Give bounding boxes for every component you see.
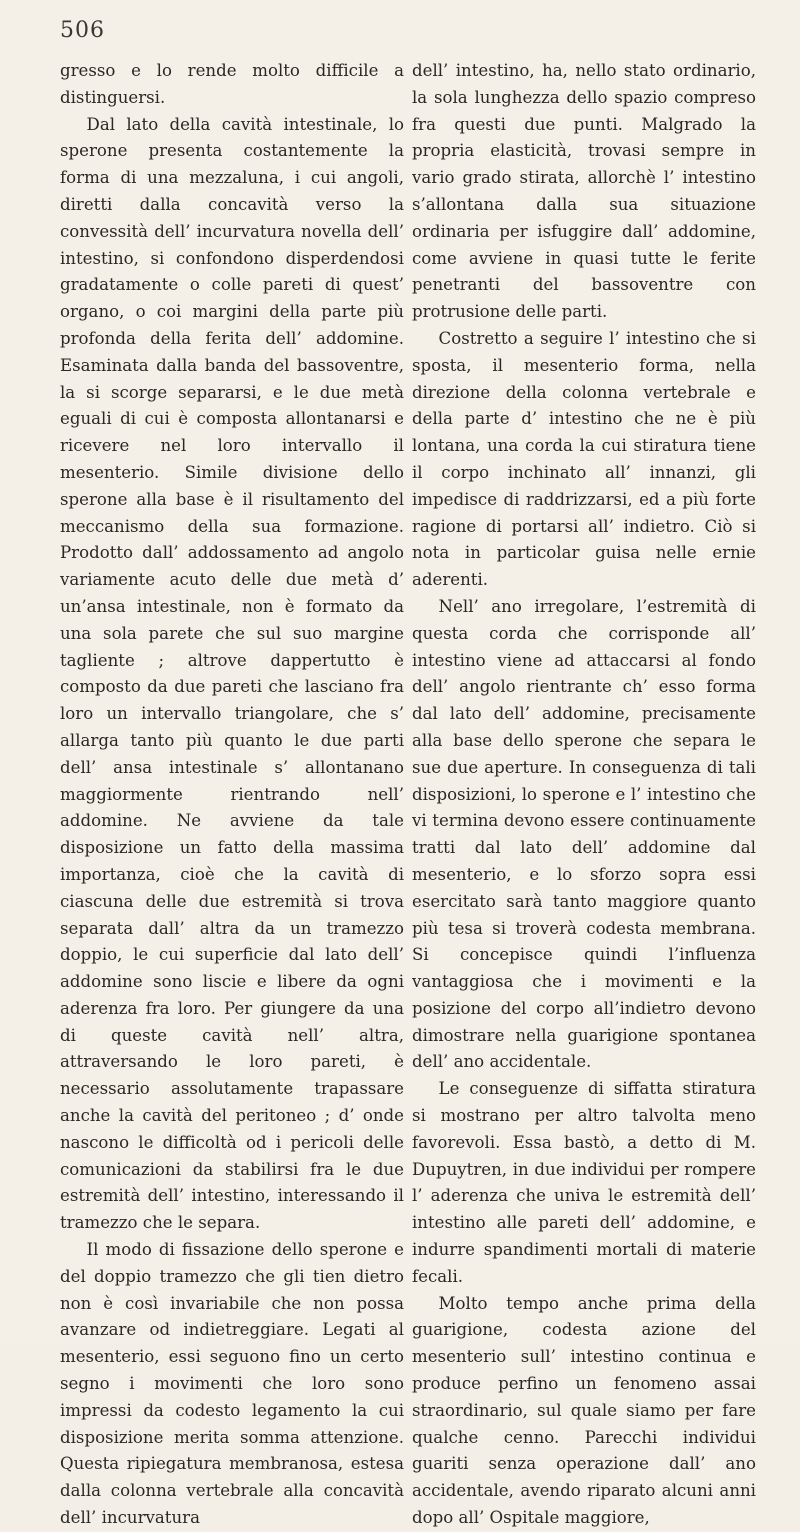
right-column [412,58,756,1532]
left-column [60,58,404,1532]
paragraph: Molto tempo anche prima della guarigione, codesta azione del mesenterio sull’ intestino continua e produce perfino un fenomeno assai straordinario, sul quale siamo per fare qualche cenno. Parecchi individui guariti senza operazione dall’ ano accidentale, avendo riparato alcuni anni dopo all’ Ospitale maggiore, [412,1293,756,1528]
paragraph: Il modo di fissazione dello sperone e del doppio tramezzo che gli tien dietro non è così invariabile che non possa avanzare od indietreggiare. Legati al mesenterio, essi seguono fino un certo segno i movimenti che loro sono impressi da codesto legamento la cui disposizione merita somma attenzione. Questa ripiegatura membranosa, estesa dalla colonna vertebrale alla concavità dell’ incurvatura [60,1240,404,1528]
paragraph: dell’ intestino, ha, nello stato ordinario, la sola lunghezza dello spazio compreso fra questi due punti. Malgrado la propria elasticità, trovasi sempre in vario grado stirata, allorchè l’ intestino s’allontana dalla sua situazione ordinaria per isfuggire dall’ addomine, come avviene in quasi tutte le ferite penetranti del bassoventre con protrusione delle parti. [412,61,756,322]
paragraph: Le conseguenze di siffatta stiratura si mostrano per altro talvolta meno favorevoli. Essa bastò, a detto di M. Dupuytren, in due individui per rompere l’ aderenza che univa le estremità dell’ intestino alle pareti dell’ addomine, e indurre spandimenti mortali di materie fecali. [412,1079,756,1286]
paragraph: Nell’ ano irregolare, l’estremità di questa corda che corrisponde all’ intestino viene ad attaccarsi al fondo dell’ angolo rientrante ch’ esso forma dal lato dell’ addomine, precisamente alla base dello sperone che separa le sue due aperture. In conseguenza di tali disposizioni, lo sperone e l’ intestino che vi termina devono essere continuamente tratti dal lato dell’ addomine dal mesenterio, e lo sforzo sopra essi esercitato sarà tanto maggiore quanto più tesa si troverà codesta membrana. Si concepisce quindi l’influenza vantaggiosa che i movimenti e la posizione del corpo all’indietro devono dimostrare nella guarigione spontanea dell’ ano accidentale. [412,596,756,1072]
paragraph: gresso e lo rende molto difficile a distinguersi. [60,61,404,107]
paragraph: Costretto a seguire l’ intestino che si sposta, il mesenterio forma, nella direzione della colonna vertebrale e della parte d’ intestino che ne è più lontana, una corda la cui stiratura tiene il corpo inchinato all’ innanzi, gli impedisce di raddrizzarsi, ed a più forte ragione di portarsi all’ indietro. Ciò si nota in particolar guisa nelle ernie aderenti. [412,328,756,590]
page-number: 506 [60,18,105,43]
paragraph: Dal lato della cavità intestinale, lo sperone presenta costantemente la forma di una mezzaluna, i cui angoli, diretti dalla concavità verso la convessità dell’ incurvatura novella dell’ intestino, si confondono disperdendosi gradatamente o colle pareti di quest’ organo, o coi margini della parte più profonda della ferita dell’ addomine. Esaminata dalla banda del bassoventre, la si scorge separarsi, e le due metà eguali di cui è composta allontanarsi e ricevere nel loro intervallo il mesenterio. Simile divisione dello sperone alla base è il risultamento del meccanismo della sua formazione. Prodotto dall’ addossamento ad angolo variamente acuto delle due metà d’ un’ansa intestinale, non è formato da una sola parete che sul suo margine tagliente ; altrove dappertutto è composto da due pareti che lasciano fra loro un intervallo triangolare, che s’ allarga tanto più quanto le due parti dell’ ansa intestinale s’ allontanano maggiormente rientrando nell’ addomine. Ne avviene da tale disposizione un fatto della massima importanza, cioè che la cavità di ciascuna delle due estremità si trova separata dall’ altra da un tramezzo doppio, le cui superficie dal lato dell’ addomine sono liscie e libere da ogni aderenza fra loro. Per giungere da una di queste cavità nell’ altra, attraversando le loro pareti, è necessario assolutamente trapassare anche la cavità del peritoneo ; d’ onde nascono le difficoltà od i pericoli delle comunicazioni da stabilirsi fra le due estremità dell’ intestino, interessando il tramezzo che le separa. [60,114,404,1233]
